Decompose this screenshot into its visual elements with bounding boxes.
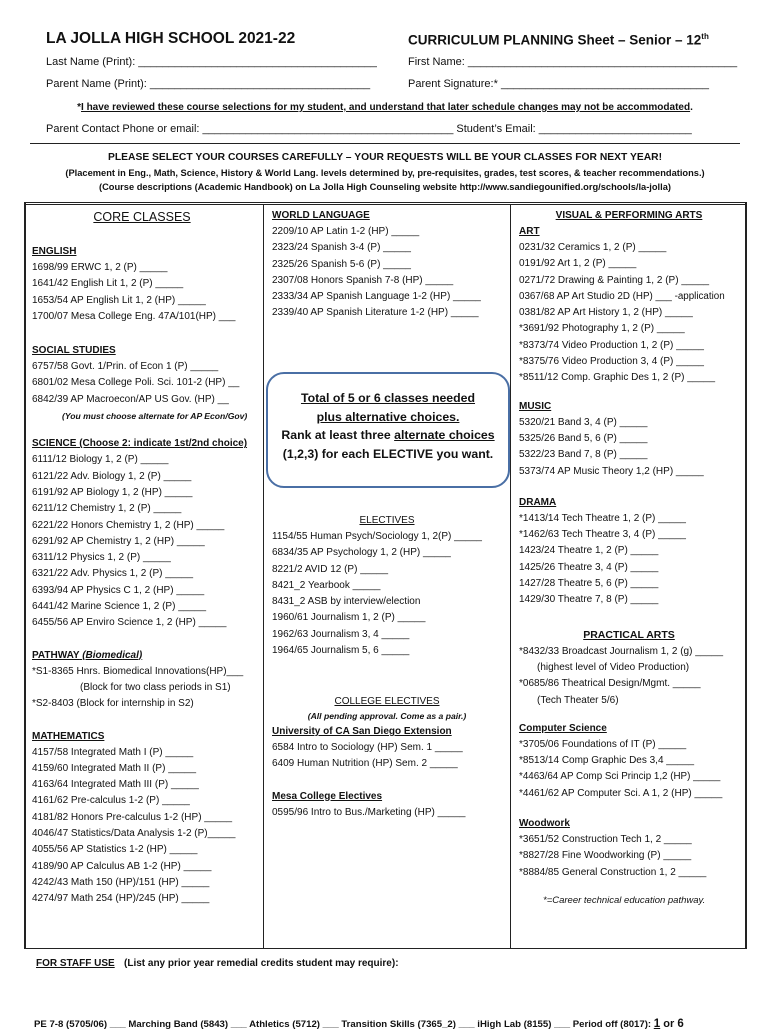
course-marine-science[interactable]: 6441/42 Marine Science 1, 2 (P) _____ [32,601,206,613]
course-integrated-math-1[interactable]: 4157/58 Integrated Math I (P) _____ [32,746,194,758]
practical-arts-heading: PRACTICAL ARTS [583,628,675,641]
course-ap-english-lit[interactable]: 1653/54 AP English Lit 1, 2 (HP) _____ [32,294,206,306]
science-heading-note: (Choose 2: indicate 1st/2nd choice) [76,438,248,450]
header-divider [30,143,740,144]
course-yearbook[interactable]: 8421_2 Yearbook _____ [272,579,381,591]
course-ap-art-studio[interactable]: 0367/68 AP Art Studio 2D (HP) ___ -application [519,290,725,302]
science-heading-text: SCIENCE [32,438,77,450]
grid-top-inner [24,204,747,205]
course-band-7-8[interactable]: 5322/23 Band 7, 8 (P) _____ [519,449,648,461]
grid-bottom [24,948,747,949]
review-prefix: * [77,102,82,113]
core-title: CORE CLASSES [93,210,191,224]
course-comp-graphic-3-4[interactable]: *8513/14 Comp Graphic Des 3,4 _____ [519,755,695,767]
course-construction-tech[interactable]: *3651/52 Construction Tech 1, 2 _____ [519,834,692,846]
staff-use-label: FOR STAFF USE [36,958,115,969]
course-ap-art-history[interactable]: 0381/82 AP Art History 1, 2 (HP) _____ [519,307,693,319]
course-statistics[interactable]: 4046/47 Statistics/Data Analysis 1-2 (P)_____ [32,828,236,840]
parent-signature-field[interactable]: Parent Signature:* __________________________________ [408,78,709,90]
course-physics[interactable]: 6311/12 Physics 1, 2 (P) _____ [32,552,171,564]
elective-instructions-callout [266,372,510,488]
course-english-erwc[interactable]: 1698/99 ERWC 1, 2 (P) _____ [32,262,168,273]
course-ap-chemistry[interactable]: 6291/92 AP Chemistry 1, 2 (HP) _____ [32,535,205,547]
grid-divider-2 [510,204,511,948]
english-heading: ENGLISH [32,246,77,257]
mesa-electives-heading: Mesa College Electives [272,790,383,802]
page-of: or [660,1018,678,1030]
course-english-lit[interactable]: 1641/42 English Lit 1, 2 (P) _____ [32,278,184,290]
woodwork-heading: Woodwork [519,818,570,830]
grid-right [745,202,747,949]
broadcast-note: (highest level of Video Production) [537,661,690,673]
math-heading: MATHEMATICS [32,730,105,742]
course-video-production-1-2[interactable]: *8373/74 Video Production 1, 2 (P) _____ [519,339,704,351]
course-theatre-1-2[interactable]: 1423/24 Theatre 1, 2 (P) _____ [519,545,659,557]
last-name-field[interactable]: Last Name (Print): _______________________________________ [46,56,377,68]
course-ap-macro-gov[interactable]: 6842/39 AP Macroecon/AP US Gov. (HP) __ [32,393,229,405]
callout-line-3-ul: alternate choices [394,428,495,442]
course-theatre-3-4[interactable]: 1425/26 Theatre 3, 4 (P) _____ [519,561,659,573]
descriptions-note: (Course descriptions (Academic Handbook) on La Jolla High Counseling website http://www.sandiegounified.org/schools/la-jolla) [99,182,671,192]
course-ap-spanish-literature[interactable]: 2339/40 AP Spanish Literature 1-2 (HP) _____ [272,307,479,319]
course-biomedical-internship[interactable]: *S2-8403 (Block for internship in S2) [32,698,194,710]
computer-science-heading: Computer Science [519,722,607,734]
course-tech-theatre-1-2[interactable]: *1413/14 Tech Theatre 1, 2 (P) _____ [519,512,686,524]
remedial-credits-field[interactable]: (List any prior year remedial credits student may require): [124,958,399,969]
course-theatrical-design[interactable]: *0685/86 Theatrical Design/Mgmt. _____ [519,678,701,690]
course-honors-chemistry[interactable]: 6221/22 Honors Chemistry 1, 2 (HP) _____ [32,519,225,531]
middle-column [272,208,508,322]
course-ap-statistics[interactable]: 4055/56 AP Statistics 1-2 (HP) _____ [32,844,198,856]
college-electives-note: (All pending approval. Come as a pair.) [307,711,467,721]
grid-divider-1 [263,204,264,948]
page-number: 1 [653,1018,661,1030]
notice: PLEASE SELECT YOUR COURSES CAREFULLY – YOUR REQUESTS WILL BE YOUR CLASSES FOR NEXT YEAR! [107,152,663,163]
course-band-5-6[interactable]: 5325/26 Band 5, 6 (P) _____ [519,432,648,444]
course-chemistry[interactable]: 6211/12 Chemistry 1, 2 (P) _____ [32,503,182,515]
callout-line-3-pre: Rank at least three [281,428,395,442]
course-broadcast-journalism[interactable]: *8432/33 Broadcast Journalism 1, 2 (g) _____ [519,645,724,657]
vpa-heading: VISUAL & PERFORMING ARTS [555,210,703,221]
callout-line-4: (1,2,3) for each ELECTIVE you want. [282,446,494,461]
course-precalculus[interactable]: 4161/62 Pre-calculus 1-2 (P) _____ [32,795,190,807]
world-language-heading: WORLD LANGUAGE [272,210,370,221]
course-honors-spanish[interactable]: 2307/08 Honors Spanish 7-8 (HP) _____ [272,274,454,286]
contact-field[interactable]: Parent Contact Phone or email: _________________________________________ Student’s Email: _________________________ [46,123,692,135]
course-ap-spanish-language[interactable]: 2333/34 AP Spanish Language 1-2 (HP) _____ [272,291,481,303]
course-journalism-1-2[interactable]: 1960/61 Journalism 1, 2 (P) _____ [272,612,426,624]
course-math-150[interactable]: 4242/43 Math 150 (HP)/151 (HP) _____ [32,876,210,888]
science-heading [32,436,260,452]
electives-section [272,513,508,659]
placement-note: (Placement in Eng., Math, Science, History & World Lang. levels determined by, pre-requisites, grades, test scores, & teacher recommendations.) [65,168,705,178]
course-ucsd-sociology[interactable]: 6584 Intro to Sociology (HP) Sem. 1 _____ [272,742,463,753]
course-tech-theatre-3-4[interactable]: *1462/63 Tech Theatre 3, 4 (P) _____ [519,529,686,541]
course-journalism-5-6[interactable]: 1964/65 Journalism 5, 6 _____ [272,645,410,657]
grid-top [24,202,747,203]
music-heading: MUSIC [519,400,552,412]
course-fine-woodworking[interactable]: *8827/28 Fine Woodworking (P) _____ [519,850,692,862]
course-theatre-5-6[interactable]: 1427/28 Theatre 5, 6 (P) _____ [519,578,659,590]
page-total: 6 [677,1018,684,1030]
course-biology[interactable]: 6111/12 Biology 1, 2 (P) _____ [32,454,169,466]
course-ap-enviro[interactable]: 6455/56 AP Enviro Science 1, 2 (HP) _____ [32,617,227,629]
right-column [519,208,744,909]
review-statement [0,102,770,113]
course-adv-physics[interactable]: 6321/22 Adv. Physics 1, 2 (P) _____ [32,568,194,580]
callout-line-1: Total of 5 or 6 classes needed [300,391,476,405]
course-ceramics[interactable]: 0231/32 Ceramics 1, 2 (P) _____ [519,242,667,253]
course-govt-econ[interactable]: 6757/58 Govt. 1/Prin. of Econ 1 (P) _____ [32,361,219,373]
course-adv-biology[interactable]: 6121/22 Adv. Biology 1, 2 (P) _____ [32,470,192,482]
sheet-title [408,32,709,48]
review-text: I have reviewed these course selections for my student, and understand that later schedule changes may not be accommodated [81,102,691,113]
ucsd-heading: University of CA San Diego Extension [272,726,452,737]
first-name-field[interactable]: First Name: ____________________________________________ [408,56,738,68]
course-art[interactable]: 0191/92 Art 1, 2 (P) _____ [519,258,637,270]
callout-line-3 [268,426,508,445]
pathway-heading [32,648,260,664]
course-biomedical-innovations[interactable]: *S1-8365 Hnrs. Biomedical Innovations(HP)___ [32,665,244,677]
course-avid[interactable]: 8221/2 AVID 12 (P) _____ [272,563,389,575]
staff-tracking-text: PE 7-8 (5705/06) ___ Marching Band (5843) ___ Athletics (5712) ___ Transition Skills (7365_2) ___ iHigh Lab (8155) ___ Period off (8017): [34,1019,652,1030]
sheet-title-text: CURRICULUM PLANNING Sheet – Senior – 12 [408,32,702,48]
pathway-heading-note: (Biomedical) [82,649,143,661]
theatrical-design-note: (Tech Theater 5/6) [537,694,619,706]
staff-tracking-row [34,1018,684,1030]
course-honors-precalculus[interactable]: 4181/82 Honors Pre-calculus 1-2 (HP) _____ [32,811,233,823]
course-photography[interactable]: *3691/92 Photography 1, 2 (P) _____ [519,323,685,335]
course-foundations-it[interactable]: *3705/06 Foundations of IT (P) _____ [519,738,687,750]
course-math-254[interactable]: 4274/97 Math 254 (HP)/245 (HP) _____ [32,893,210,905]
college-electives-heading: COLLEGE ELECTIVES [334,696,440,707]
course-ap-music-theory[interactable]: 5373/74 AP Music Theory 1,2 (HP) _____ [519,465,704,477]
art-heading: ART [519,226,540,237]
review-suffix: . [690,102,693,113]
course-integrated-math-2[interactable]: 4159/60 Integrated Math II (P) _____ [32,762,196,774]
grid-left [24,202,26,949]
course-journalism-3-4[interactable]: 1962/63 Journalism 3, 4 _____ [272,628,410,640]
callout-line-2: plus alternative choices. [316,409,460,424]
social-studies-note: (You must choose alternate for AP Econ/Gov) [62,411,248,422]
course-mesa-english[interactable]: 1700/07 Mesa College Eng. 47A/101(HP) ___ [32,310,236,322]
course-spanish-5-6[interactable]: 2325/26 Spanish 5-6 (P) _____ [272,258,411,270]
cte-note: *=Career technical education pathway. [543,894,706,906]
electives-heading: ELECTIVES [359,515,415,526]
course-video-production-3-4[interactable]: *8375/76 Video Production 3, 4 (P) _____ [519,356,704,368]
social-studies-heading: SOCIAL STUDIES [32,345,116,357]
course-ap-physics-c[interactable]: 6393/94 AP Physics C 1, 2 (HP) _____ [32,584,205,596]
course-integrated-math-3[interactable]: 4163/64 Integrated Math III (P) _____ [32,779,199,791]
parent-name-field[interactable]: Parent Name (Print): ____________________________________ [46,78,371,90]
course-ap-latin[interactable]: 2209/10 AP Latin 1-2 (HP) _____ [272,226,420,237]
pathway-heading-text: PATHWAY [32,649,80,661]
course-ap-csa[interactable]: *4461/62 AP Computer Sci. A 1, 2 (HP) _____ [519,787,723,799]
core-column [32,208,260,908]
course-ap-csp[interactable]: *4463/64 AP Comp Sci Princip 1,2 (HP) _____ [519,771,721,783]
pathway-block-note: (Block for two class periods in S1) [80,681,231,693]
course-drawing-painting[interactable]: 0271/72 Drawing & Painting 1, 2 (P) _____ [519,274,710,286]
course-theatre-7-8[interactable]: 1429/30 Theatre 7, 8 (P) _____ [519,594,659,606]
course-asb[interactable]: 8431_2 ASB by interview/election [272,596,421,608]
drama-heading: DRAMA [519,496,557,508]
course-ap-biology[interactable]: 6191/92 AP Biology 1, 2 (HP) _____ [32,486,193,498]
course-general-construction[interactable]: *8884/85 General Construction 1, 2 _____ [519,866,707,878]
course-band-3-4[interactable]: 5320/21 Band 3, 4 (P) _____ [519,416,648,428]
course-mesa-business[interactable]: 0595/96 Intro to Bus./Marketing (HP) _____ [272,806,466,818]
course-psych-sociology[interactable]: 1154/55 Human Psych/Sociology 1, 2(P) _____ [272,531,482,542]
course-ap-calculus-ab[interactable]: 4189/90 AP Calculus AB 1-2 (HP) _____ [32,860,212,872]
sheet-title-sup: th [701,32,709,41]
course-mesa-polisci[interactable]: 6801/02 Mesa College Poli. Sci. 101-2 (HP) __ [32,377,240,389]
course-comp-graphic-design[interactable]: *8511/12 Comp. Graphic Des 1, 2 (P) _____ [519,372,716,384]
course-ap-psychology[interactable]: 6834/35 AP Psychology 1, 2 (HP) _____ [272,547,451,559]
college-electives-section [272,694,508,821]
course-ucsd-nutrition[interactable]: 6409 Human Nutrition (HP) Sem. 2 _____ [272,758,458,770]
course-spanish-3-4[interactable]: 2323/24 Spanish 3-4 (P) _____ [272,242,411,254]
school-title: LA JOLLA HIGH SCHOOL 2021-22 [46,30,296,47]
